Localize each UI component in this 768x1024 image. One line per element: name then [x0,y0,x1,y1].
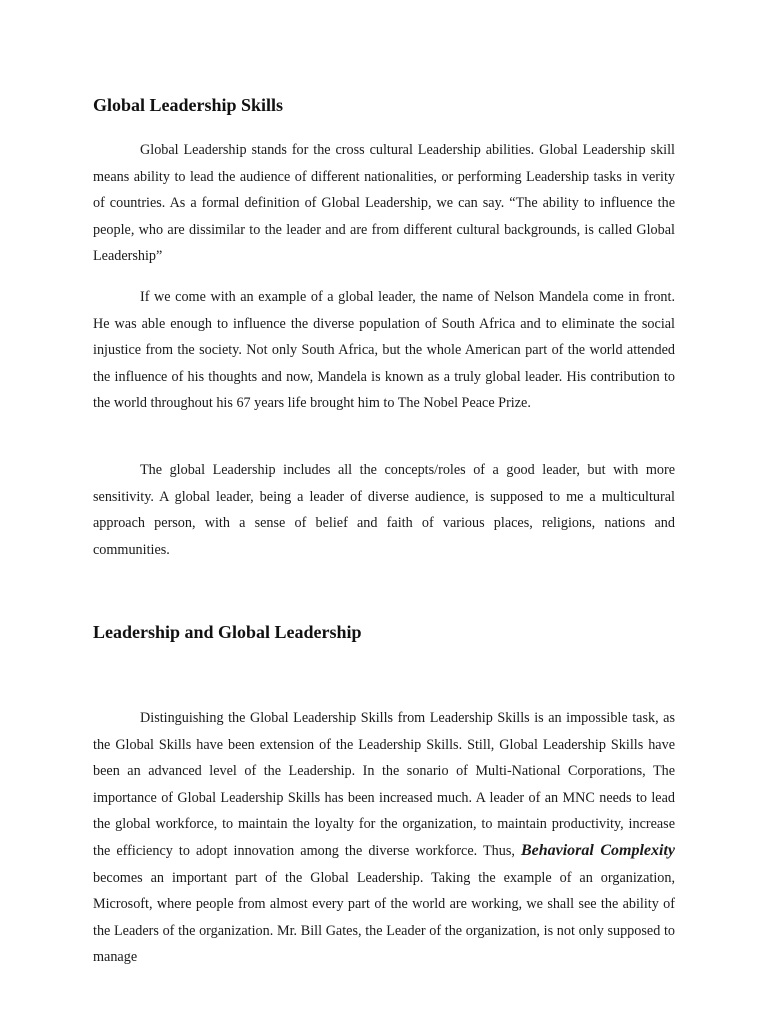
paragraph-text-after-emphasis: becomes an important part of the Global Leadership. Taking the example of an organization, Microsoft, where people from almost every part of the world are working, we shall see the ability of the Leaders of the organization. Mr. Bill Gates, the Leader of the organization, is not only supposed to manage [93,869,675,966]
paragraph-global-leader-sensitivity: The global Leadership includes all the concepts/roles of a good leader, but with more sensitivity. A global leader, being a leader of diverse audience, is supposed to me a multicultural approach person, with a sense of belief and faith of various places, religions, nations and communities. [93,462,675,558]
paragraph-distinguishing-skills [93,705,675,971]
paragraph-mandela-example: If we come with an example of a global leader, the name of Nelson Mandela come in front. He was able enough to influence the diverse population of South Africa and to eliminate the social injustice from the society. Not only South Africa, but the whole American part of the world attended the influence of his thoughts and now, Mandela is known as a truly global leader. His contribution to the world throughout his 67 years life brought him to The Nobel Peace Prize. [93,289,675,412]
emphasis-behavioral-complexity: Behavioral Complexity [520,841,676,859]
section-heading-leadership-and-global-leadership: Leadership and Global Leadership [93,622,362,642]
paragraph-definition: Global Leadership stands for the cross cultural Leadership abilities. Global Leadership skill means ability to lead the audience of different nationalities, or performing Leadership tasks in verity of countries. As a formal definition of Global Leadership, we can say. “The ability to influence the people, who are dissimilar to the leader and are from different cultural backgrounds, is called Global Leadership” [93,142,675,265]
paragraph-text-before-emphasis: Distinguishing the Global Leadership Skills from Leadership Skills is an impossible task, as the Global Skills have been extension of the Leadership Skills. Still, Global Leadership Skills have been an advanced level of the Leadership. In the sonario of Multi-National Corporations, The importance of Global Leadership Skills has been increased much. A leader of an MNC needs to lead the global workforce, to maintain the loyalty for the organization, to maintain productivity, increase the efficiency to adopt innovation among the diverse workforce. Thus, [93,710,675,859]
section-heading-global-leadership-skills: Global Leadership Skills [93,95,284,115]
